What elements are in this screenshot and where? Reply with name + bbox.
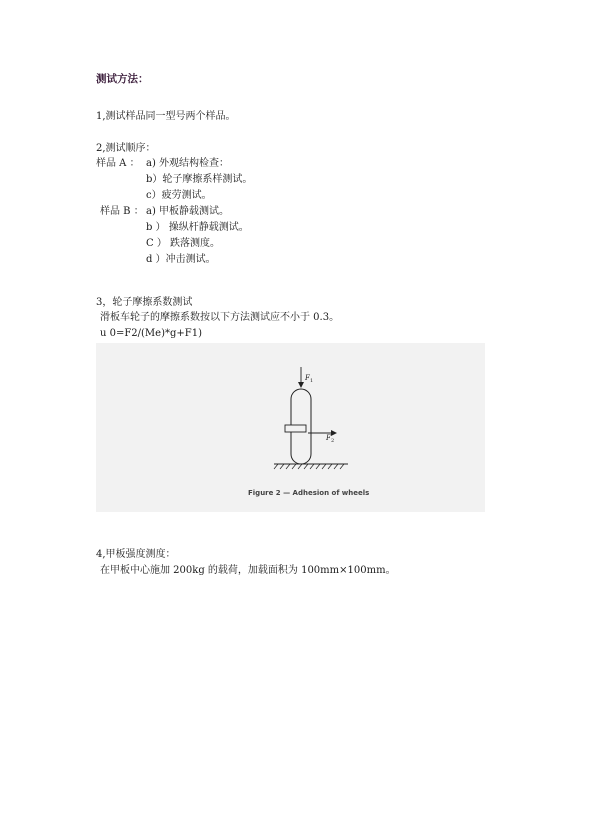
force-f2-arrowhead <box>331 430 337 436</box>
figure-caption: Figure 2 — Adhesion of wheels <box>248 489 370 497</box>
item-4-description: 在甲板中心施加 200kg 的载荷，加载面积为 100mm×100mm。 <box>100 565 396 576</box>
item-2-title: 2,测试顺序： <box>96 143 156 154</box>
item-3-title: 3，轮子摩擦系数测试 <box>96 297 193 308</box>
sample-a-step-c: c）疲劳测试。 <box>146 190 212 201</box>
sample-a-label: 样品 A ： <box>96 158 140 169</box>
force-f2-subscript: 2 <box>331 438 335 444</box>
force-f1-arrowhead <box>298 382 304 388</box>
force-f1-subscript: 1 <box>310 378 314 384</box>
sample-b-step-b: b ） 操纵杆静载测试。 <box>146 222 249 233</box>
sample-a-step-b: b）轮子摩擦系样测试。 <box>146 174 253 185</box>
wheel-diagram <box>96 343 485 512</box>
wheel-adhesion-figure <box>96 343 485 512</box>
sample-b-label: 样品 B ： <box>100 206 144 217</box>
sample-a-step-a: a) 外观结构检查： <box>146 158 230 169</box>
axle <box>285 425 306 432</box>
ground-hatching <box>274 464 344 469</box>
item-4-title: 4,甲板强度测度： <box>96 549 176 560</box>
sample-b-step-c: C ） 跌落测度。 <box>146 238 221 249</box>
sample-b-step-d: d ）冲击测试。 <box>146 254 216 265</box>
section-heading: 测试方法： <box>96 73 149 85</box>
item-3-formula: u 0=F2/(Me)*g+F1) <box>100 328 202 339</box>
sample-b-step-a: a) 甲板静载测试。 <box>146 206 230 217</box>
item-1-text: 1,测试样品同一型号两个样品。 <box>96 111 236 122</box>
force-f2-label: F <box>326 434 331 442</box>
force-f1-label: F <box>305 374 310 382</box>
item-3-description: 滑板车轮子的摩擦系数按以下方法测试应不小于 0.3。 <box>100 312 340 323</box>
